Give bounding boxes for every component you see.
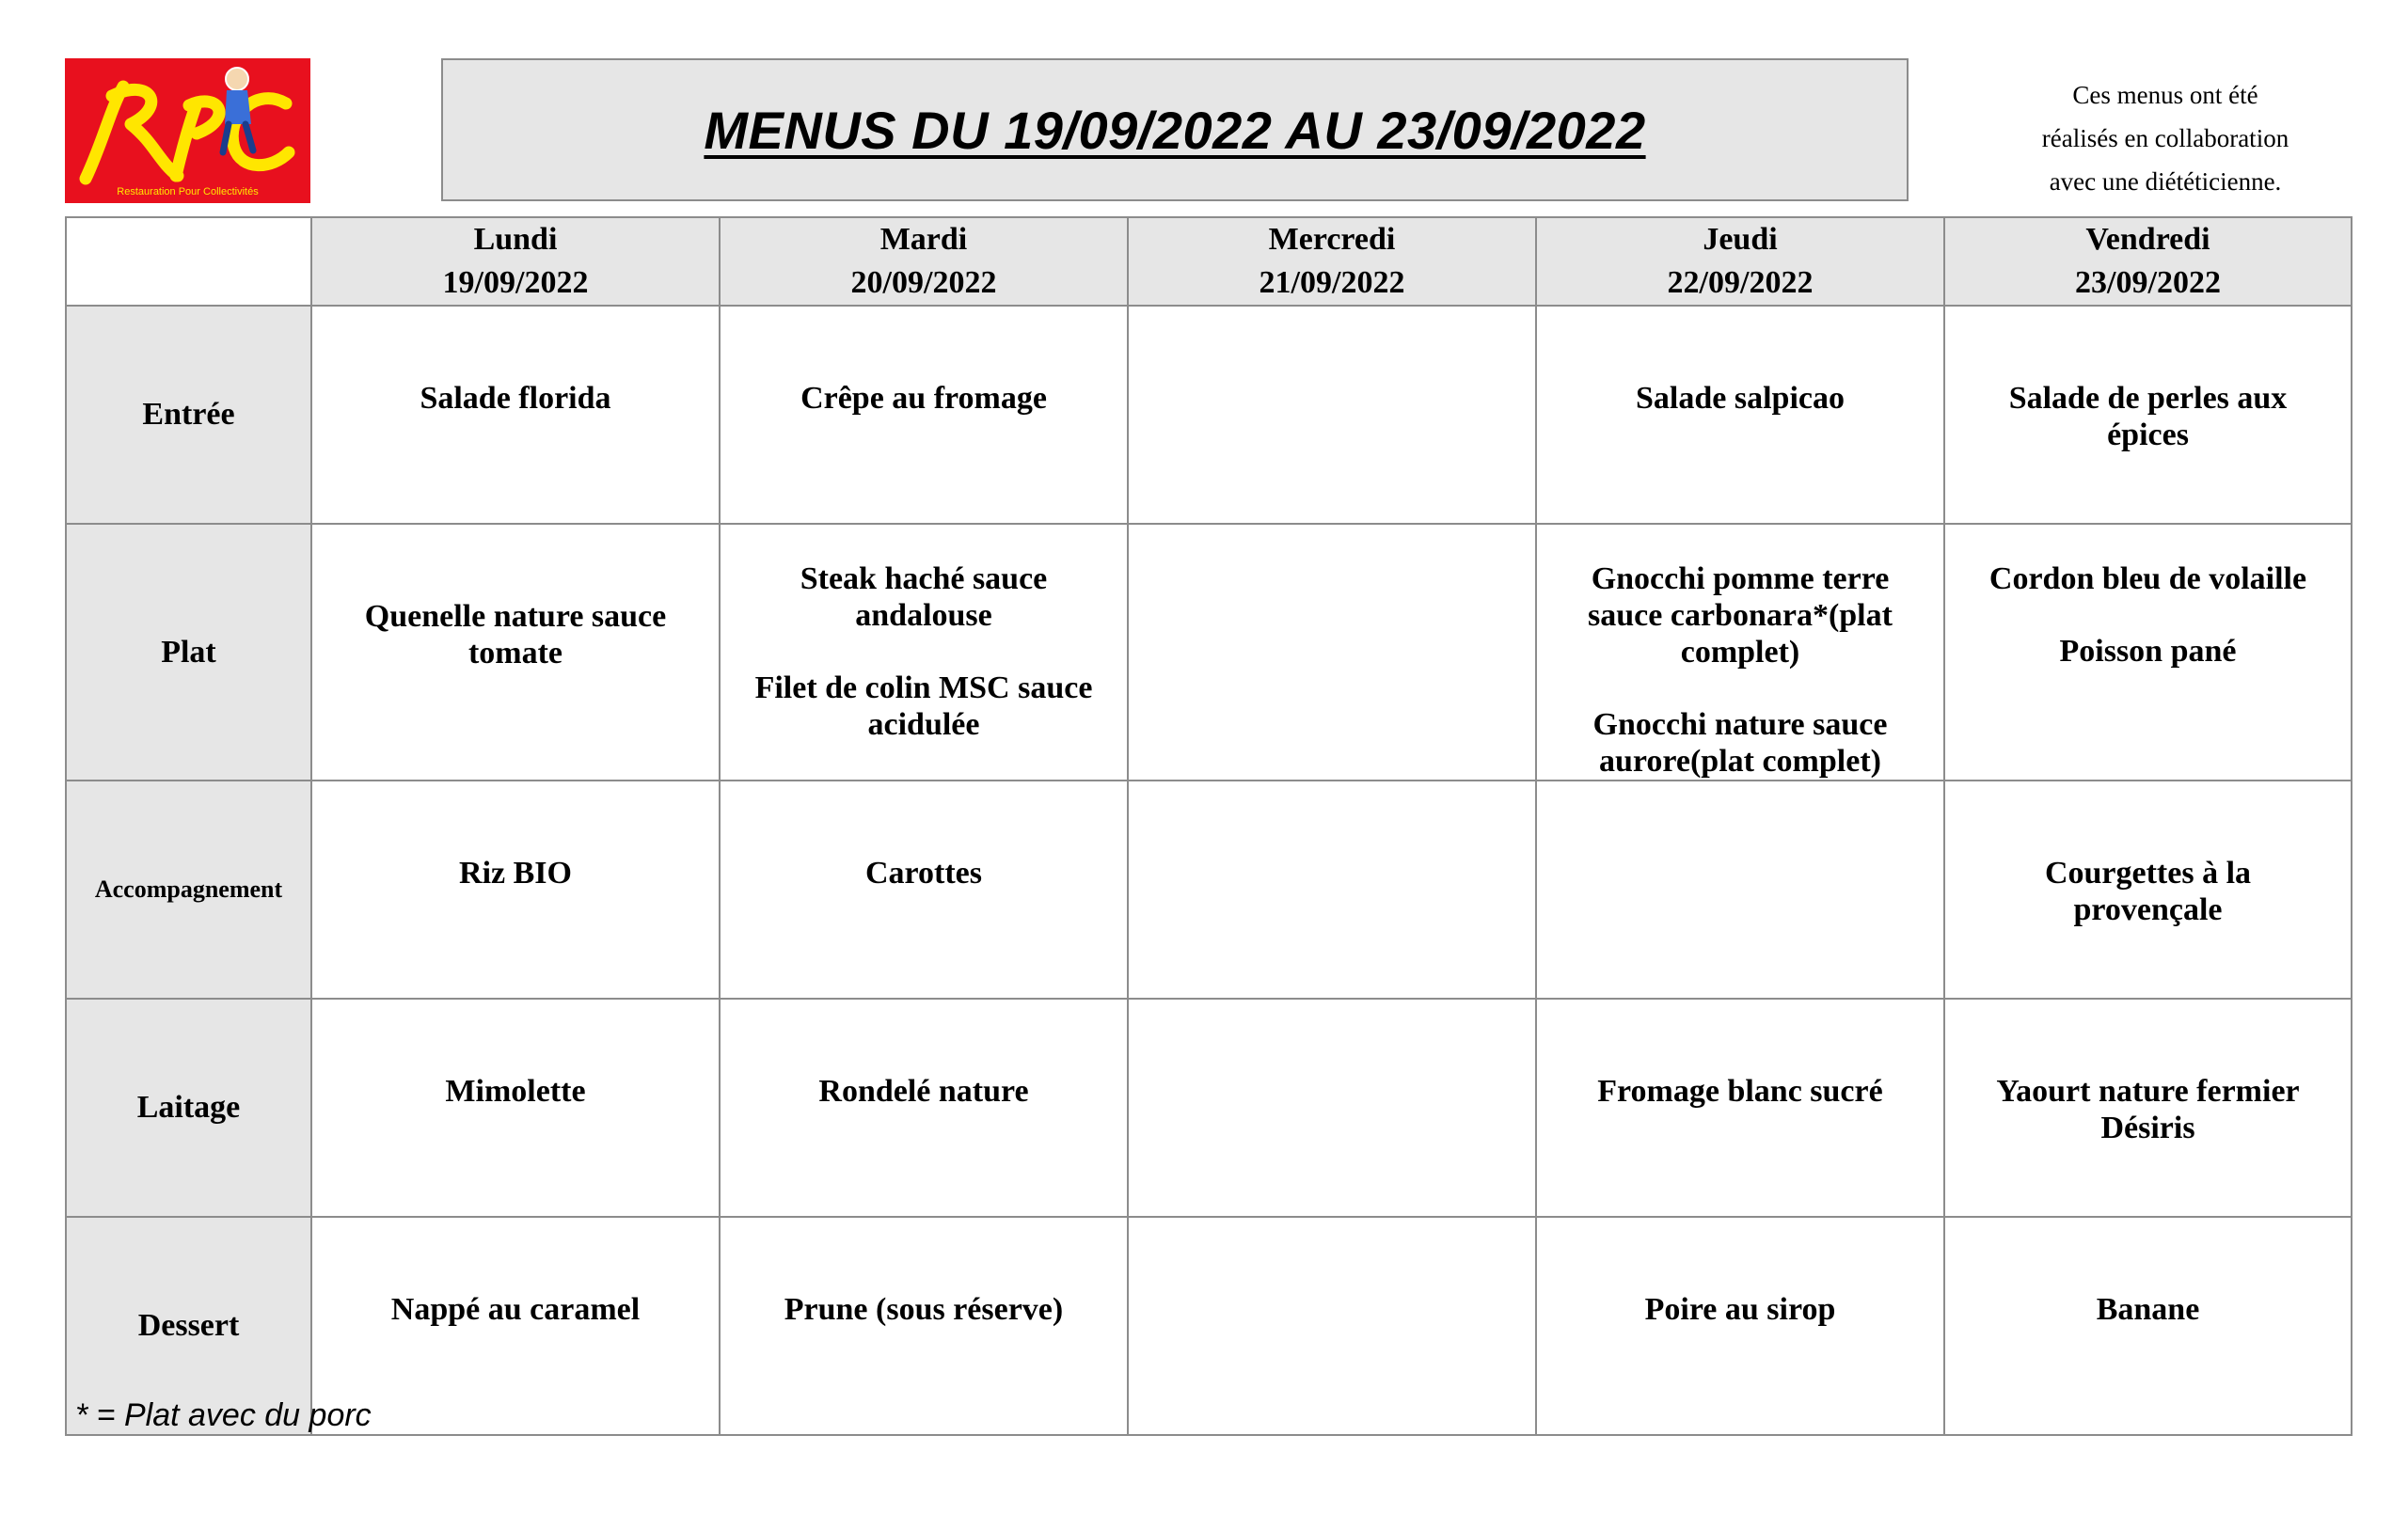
note-line: avec une diététicienne. — [2049, 167, 2282, 196]
dish-line: Steak haché sauce — [800, 561, 1048, 596]
dish — [1945, 1291, 2351, 1328]
day-date: 23/09/2022 — [2075, 265, 2221, 300]
day-name: Lundi — [473, 222, 558, 257]
menu-row — [66, 306, 2352, 524]
dish-line: Gnocchi nature sauce — [1592, 707, 1888, 742]
dish-line: Banane — [2096, 1292, 2200, 1327]
dish-line: Fromage blanc sucré — [1597, 1074, 1883, 1109]
dish — [1945, 560, 2351, 597]
menu-cell — [1944, 1217, 2352, 1435]
day-header-friday — [1944, 217, 2352, 306]
day-date: 20/09/2022 — [850, 265, 997, 300]
menu-row — [66, 781, 2352, 999]
dietitian-note — [1958, 73, 2372, 203]
dish-line: tomate — [467, 636, 563, 670]
menu-cell — [1128, 999, 1536, 1217]
menu-row — [66, 999, 2352, 1217]
dish-line: Salade florida — [420, 381, 611, 416]
dish-line: Rondelé nature — [818, 1074, 1029, 1109]
menu-table — [65, 216, 2353, 1436]
day-date: 22/09/2022 — [1667, 265, 1814, 300]
dish — [721, 380, 1127, 417]
footnote: * = Plat avec du porc — [75, 1397, 372, 1433]
menu-body — [66, 306, 2352, 1435]
dish-line: andalouse — [855, 598, 992, 633]
menu-cell — [1128, 1217, 1536, 1435]
dish — [312, 1073, 719, 1110]
dish — [1537, 706, 1943, 780]
day-header-thursday — [1536, 217, 1944, 306]
dish — [312, 1291, 719, 1328]
note-line: Ces menus ont été — [2072, 81, 2258, 109]
dish — [721, 560, 1127, 634]
day-header-wednesday — [1128, 217, 1536, 306]
dish — [1945, 855, 2351, 928]
dish-line: Gnocchi pomme terre — [1591, 561, 1890, 596]
dish-line: Poisson pané — [2059, 634, 2237, 669]
dish-line: Carottes — [865, 856, 982, 891]
dish — [721, 670, 1127, 743]
dish-line: complet) — [1680, 635, 1800, 670]
day-date: 19/09/2022 — [442, 265, 589, 300]
menu-cell — [1536, 781, 1944, 999]
dish-line: sauce carbonara*(plat — [1588, 598, 1893, 633]
menu-cell — [720, 999, 1128, 1217]
menu-cell — [720, 1217, 1128, 1435]
dish-line: Poire au sirop — [1644, 1292, 1836, 1327]
dish — [1537, 1073, 1943, 1110]
menu-cell — [1536, 999, 1944, 1217]
menu-row — [66, 1217, 2352, 1435]
dish-line: Courgettes à la — [2044, 856, 2252, 891]
dish-line: acidulée — [867, 707, 980, 742]
menu-cell — [1536, 524, 1944, 781]
menu-cell — [1536, 306, 1944, 524]
dish-line: Quenelle nature sauce — [364, 599, 667, 634]
day-date: 21/09/2022 — [1259, 265, 1405, 300]
menu-cell — [1944, 999, 2352, 1217]
dish-line: Prune (sous réserve) — [784, 1292, 1064, 1327]
dish-line: épices — [2107, 418, 2189, 452]
dish — [312, 598, 719, 671]
dish-line: Salade salpicao — [1636, 381, 1845, 416]
dish-line: aurore(plat complet) — [1599, 744, 1881, 779]
menu-cell — [1128, 306, 1536, 524]
day-header-tuesday — [720, 217, 1128, 306]
dish — [1945, 1073, 2351, 1146]
menu-cell — [311, 524, 720, 781]
dish-line: provençale — [2073, 892, 2223, 927]
row-label: Dessert — [66, 1217, 311, 1435]
dish-line: Crêpe au fromage — [800, 381, 1047, 416]
dish — [1945, 633, 2351, 670]
menu-cell — [720, 781, 1128, 999]
menu-cell — [1128, 781, 1536, 999]
dish-line: Filet de colin MSC sauce — [754, 670, 1093, 705]
dish — [312, 380, 719, 417]
day-name: Jeudi — [1703, 222, 1778, 257]
page-title: MENUS DU 19/09/2022 AU 23/09/2022 — [704, 100, 1646, 160]
row-label: Accompagnement — [66, 781, 311, 999]
dish-line: Salade de perles aux — [2008, 381, 2288, 416]
menu-row — [66, 524, 2352, 781]
dish-line: Yaourt nature fermier — [1996, 1074, 2300, 1109]
menu-cell — [1128, 524, 1536, 781]
day-name: Mardi — [879, 222, 968, 257]
logo-graphic — [65, 58, 310, 203]
menu-cell — [720, 524, 1128, 781]
dish — [1537, 560, 1943, 670]
dish — [721, 855, 1127, 891]
dish — [721, 1073, 1127, 1110]
row-label: Plat — [66, 524, 311, 781]
dish — [1537, 380, 1943, 417]
header-row — [66, 217, 2352, 306]
dish — [1945, 380, 2351, 453]
menu-cell — [720, 306, 1128, 524]
menu-cell — [311, 999, 720, 1217]
menu-cell — [1536, 1217, 1944, 1435]
day-name: Vendredi — [2085, 222, 2210, 257]
day-header-monday — [311, 217, 720, 306]
row-label: Entrée — [66, 306, 311, 524]
dish-line: Désiris — [2100, 1111, 2195, 1145]
note-line: réalisés en collaboration — [2041, 124, 2289, 152]
menu-cell — [311, 1217, 720, 1435]
dish — [721, 1291, 1127, 1328]
dish-line: Riz BIO — [459, 856, 572, 891]
title-box — [441, 58, 1909, 201]
menu-cell — [1944, 781, 2352, 999]
row-label: Laitage — [66, 999, 311, 1217]
dish-line: Nappé au caramel — [390, 1292, 641, 1327]
menu-cell — [311, 306, 720, 524]
menu-cell — [1944, 524, 2352, 781]
dish-line: Cordon bleu de volaille — [1988, 561, 2307, 596]
rpc-logo — [65, 58, 310, 203]
corner-cell — [66, 217, 311, 306]
dish — [1537, 1291, 1943, 1328]
dish — [312, 855, 719, 891]
menu-cell — [1944, 306, 2352, 524]
logo-caption: Restauration Pour Collectivités — [117, 186, 259, 197]
menu-cell — [311, 781, 720, 999]
dish-line: Mimolette — [445, 1074, 586, 1109]
day-name: Mercredi — [1268, 222, 1396, 257]
